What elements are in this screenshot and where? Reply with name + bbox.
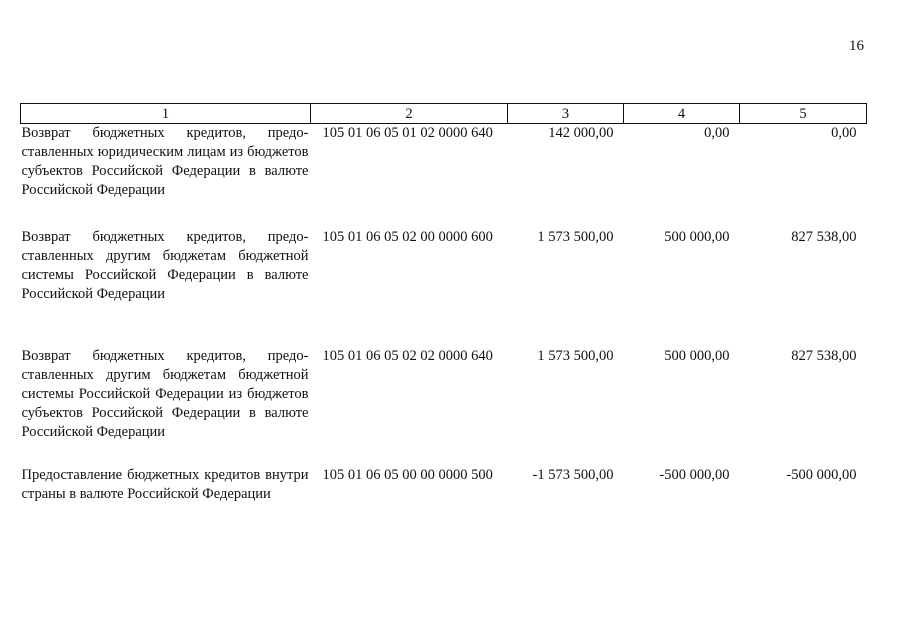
- header-col-3: 3: [508, 104, 624, 124]
- row-value-5: 827 538,00: [791, 229, 857, 245]
- table-row: [21, 466, 867, 514]
- row-value-3: 142 000,00: [548, 125, 614, 141]
- table-header: [21, 104, 867, 124]
- header-row: [21, 104, 867, 124]
- row-value-4: -500 000,00: [659, 467, 730, 483]
- page-number: 16: [849, 38, 864, 54]
- header-col-5: 5: [740, 104, 867, 124]
- row-code: 105 01 06 05 02 00 0000 600: [322, 229, 493, 245]
- table-row: [21, 124, 867, 229]
- row-value-4: 500 000,00: [664, 348, 730, 364]
- header-col-2: 2: [311, 104, 508, 124]
- row-value-4: 0,00: [704, 125, 730, 141]
- row-code: 105 01 06 05 01 02 0000 640: [322, 125, 493, 141]
- header-col-1: 1: [21, 104, 311, 124]
- table-row: [21, 347, 867, 466]
- row-code: 105 01 06 05 00 00 0000 500: [322, 467, 493, 483]
- table-body: [21, 124, 867, 515]
- row-value-3: 1 573 500,00: [537, 348, 614, 364]
- row-name: Возврат бюджетных кредитов, предо-ставленных юридическим лицам из бюджетов субъектов Российской Федерации в валюте Российской Федерации: [21, 125, 309, 198]
- row-value-3: 1 573 500,00: [537, 229, 614, 245]
- row-value-5: 827 538,00: [791, 348, 857, 364]
- row-value-5: -500 000,00: [786, 467, 857, 483]
- row-value-4: 500 000,00: [664, 229, 730, 245]
- header-col-4: 4: [624, 104, 740, 124]
- row-value-3: -1 573 500,00: [532, 467, 614, 483]
- table-row: [21, 228, 867, 347]
- row-name: Возврат бюджетных кредитов, предо-ставленных другим бюджетам бюджетной системы Российской Федерации из бюджетов субъектов Российской Федерации в валюте Российской Федерации: [21, 348, 309, 440]
- row-name: Возврат бюджетных кредитов, предо-ставленных другим бюджетам бюджетной системы Российской Федерации в валюте Российской Федерации: [21, 229, 309, 302]
- budget-table: [20, 103, 867, 514]
- row-name: Предоставление бюджетных кредитов внутри страны в валюте Российской Федерации: [21, 467, 309, 502]
- row-code: 105 01 06 05 02 02 0000 640: [322, 348, 493, 364]
- row-value-5: 0,00: [831, 125, 857, 141]
